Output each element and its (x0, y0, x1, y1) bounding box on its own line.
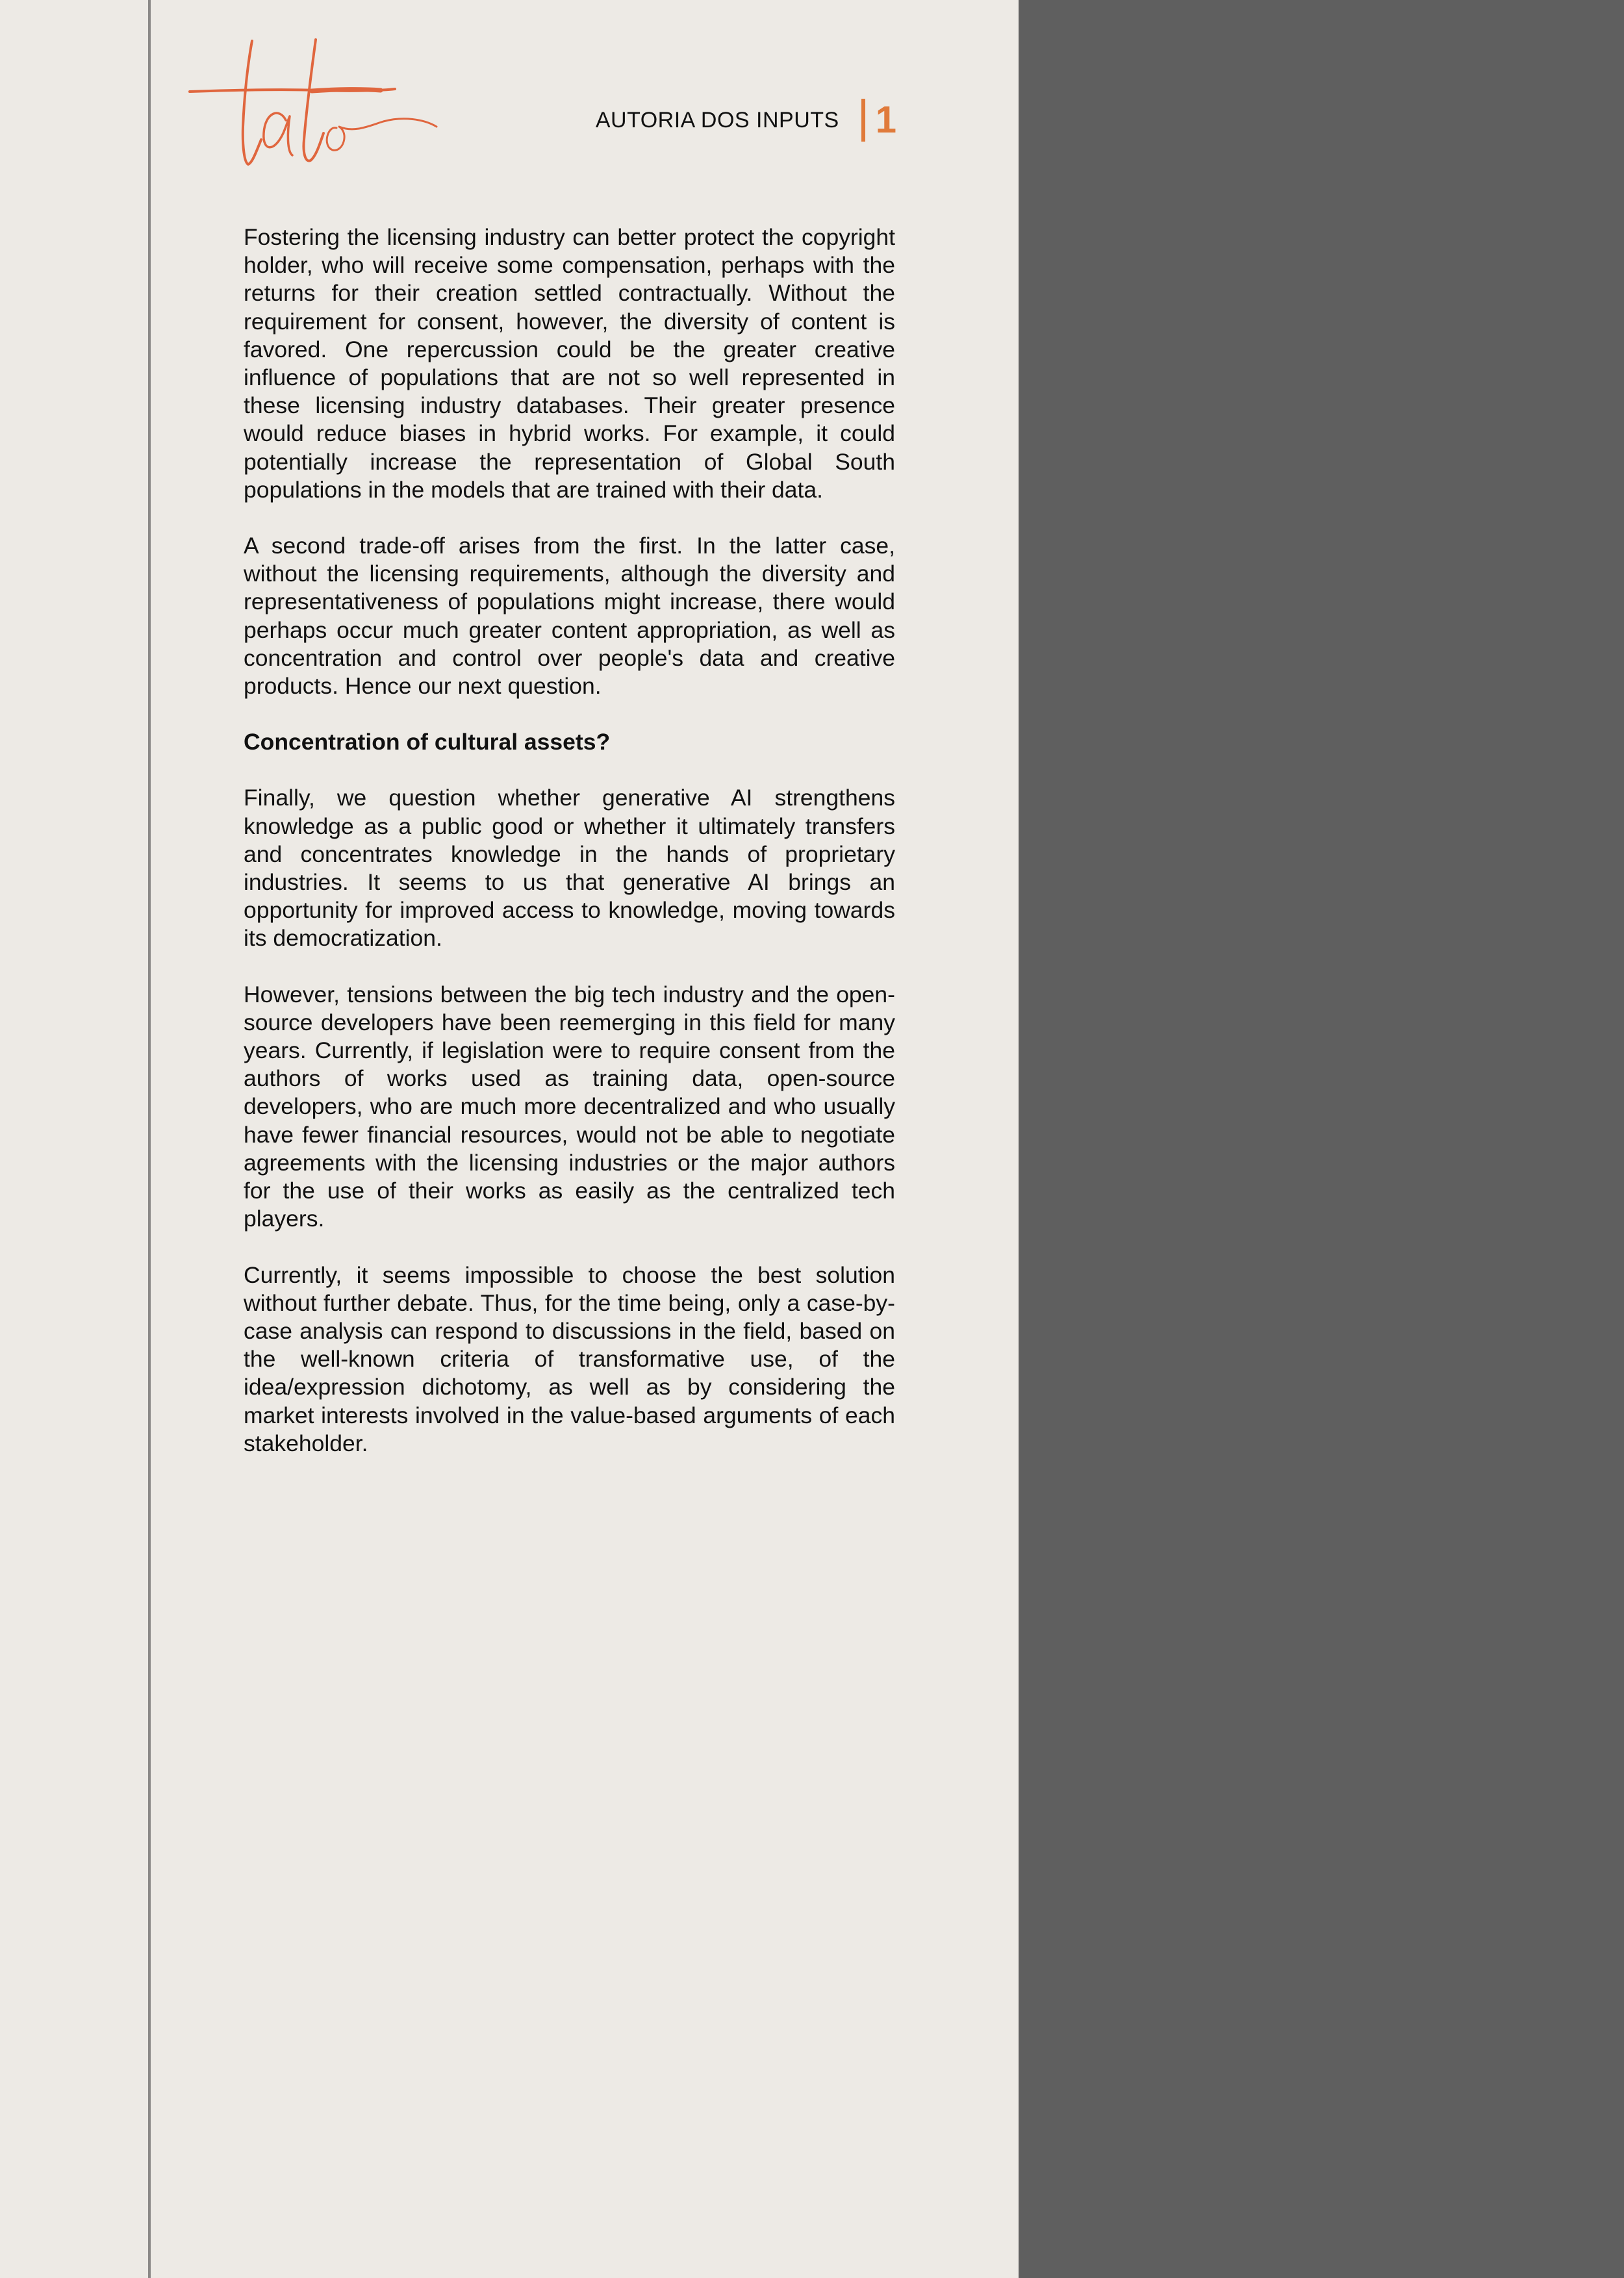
paragraph: However, tensions between the big tech industry and the open-source developers have been reemerging in this field for many years. Currently, if legislation were to require consent from the authors of works used as training data, open-source developers, who are much more decentralized and who usually have fewer financial resources, would not be able to negotiate agreements with the licensing industries or the major authors for the use of their works as easily as the centralized tech players. (244, 981, 895, 1232)
page-number-divider (861, 99, 865, 142)
paragraph: Finally, we question whether generative AI strengthens knowledge as a public good or whether it ultimately transfers and concentrates knowledge in the hands of proprietary industries. It seems to us that generative AI brings an opportunity for improved access to knowledge, moving towards its democratization. (244, 785, 895, 952)
paragraph: Currently, it seems impossible to choose the best solution without further debate. Thus, for the time being, only a case-by-case analysis can respond to discussions in the field, based on the well-known criteria of transformative use, of the idea/expression dichotomy, as well as by considering the market interests involved in the value-based arguments of each stakeholder. (244, 1261, 895, 1456)
page-header (596, 97, 896, 143)
section-heading: Concentration of cultural assets? (244, 729, 611, 755)
running-title: AUTORIA DOS INPUTS (595, 107, 839, 133)
paragraph: Fostering the licensing industry can better protect the copyright holder, who will receive some compensation, perhaps with the returns for their creation settled contractually. Without the requirement for consent, however, the diversity of content is favored. One repercussion could be the greater creative influence of populations that are not so well represented in these licensing industry databases. Their greater presence would reduce biases in hybrid works. For example, it could potentially increase the representation of Global South populations in the models that are trained with their data. (244, 224, 895, 503)
body-text (244, 223, 895, 1486)
side-panel (1019, 0, 1624, 2278)
page-number: 1 (875, 99, 896, 141)
paragraph: A second trade-off arises from the first. In the latter case, without the licensing requirements, although the diversity and representativeness of populations might increase, there would perhaps occur much greater content appropriation, as well as concentration and control over people's data and creative products. Hence our next question. (244, 533, 895, 700)
signature-logo-icon (188, 36, 442, 175)
